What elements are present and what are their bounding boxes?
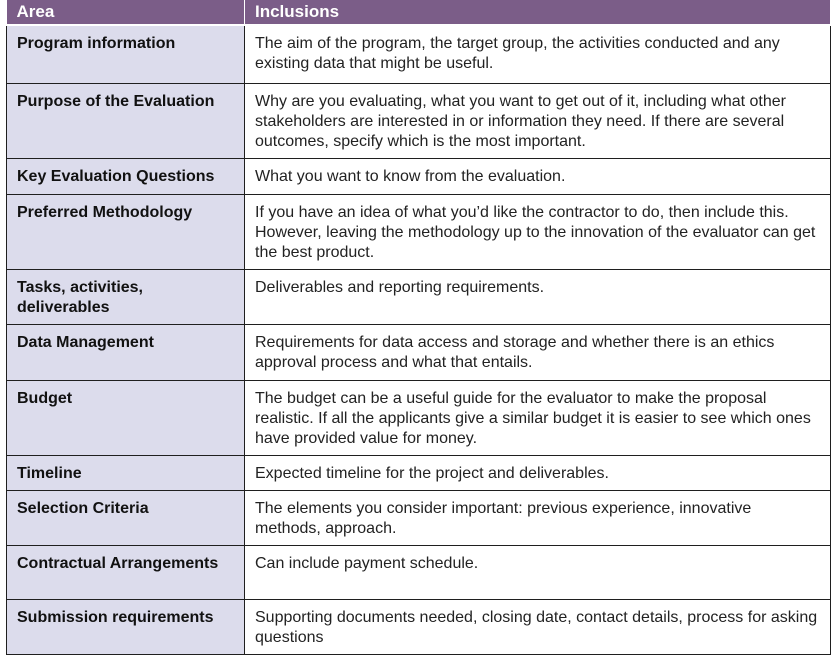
area-cell: Submission requirements [7, 599, 245, 654]
table-row [7, 194, 831, 269]
inclusions-cell: Why are you evaluating, what you want to get out of it, including what other stakeholders are interested in or information they need. If there are several outcomes, specify which is the most important. [245, 83, 831, 158]
table-row [7, 599, 831, 654]
inclusions-cell: If you have an idea of what you’d like the contractor to do, then include this. However, leaving the methodology up to the innovation of the evaluator can get the best product. [245, 194, 831, 269]
area-cell: Program information [7, 25, 245, 83]
evaluation-brief-table [6, 0, 831, 655]
inclusions-cell: The aim of the program, the target group, the activities conducted and any existing data that might be useful. [245, 25, 831, 83]
table-row [7, 545, 831, 599]
area-cell: Data Management [7, 324, 245, 380]
area-cell: Preferred Methodology [7, 194, 245, 269]
area-cell: Tasks, activities, deliverables [7, 269, 245, 324]
area-cell: Selection Criteria [7, 490, 245, 545]
inclusions-cell: Expected timeline for the project and deliverables. [245, 455, 831, 490]
inclusions-cell: Can include payment schedule. [245, 545, 831, 599]
inclusions-cell: The budget can be a useful guide for the evaluator to make the proposal realistic. If all the applicants give a similar budget it is easier to see which ones have provided value for money. [245, 380, 831, 455]
inclusions-cell: Deliverables and reporting requirements. [245, 269, 831, 324]
table-row [7, 269, 831, 324]
table-row [7, 25, 831, 83]
area-cell: Timeline [7, 455, 245, 490]
inclusions-cell: Supporting documents needed, closing date, contact details, process for asking questions [245, 599, 831, 654]
area-cell: Purpose of the Evaluation [7, 83, 245, 158]
table-row [7, 324, 831, 380]
table-row [7, 83, 831, 158]
evaluation-brief-table-container [6, 0, 830, 655]
inclusions-cell: What you want to know from the evaluation. [245, 158, 831, 194]
table-row [7, 455, 831, 490]
column-header-inclusions: Inclusions [245, 0, 831, 25]
area-cell: Contractual Arrangements [7, 545, 245, 599]
column-header-area: Area [7, 0, 245, 25]
table-header [7, 0, 831, 25]
area-cell: Budget [7, 380, 245, 455]
table-row [7, 490, 831, 545]
area-cell: Key Evaluation Questions [7, 158, 245, 194]
table-row [7, 380, 831, 455]
header-row [7, 0, 831, 25]
inclusions-cell: The elements you consider important: previous experience, innovative methods, approach. [245, 490, 831, 545]
table-row [7, 158, 831, 194]
table-body [7, 25, 831, 654]
inclusions-cell: Requirements for data access and storage and whether there is an ethics approval process and what that entails. [245, 324, 831, 380]
